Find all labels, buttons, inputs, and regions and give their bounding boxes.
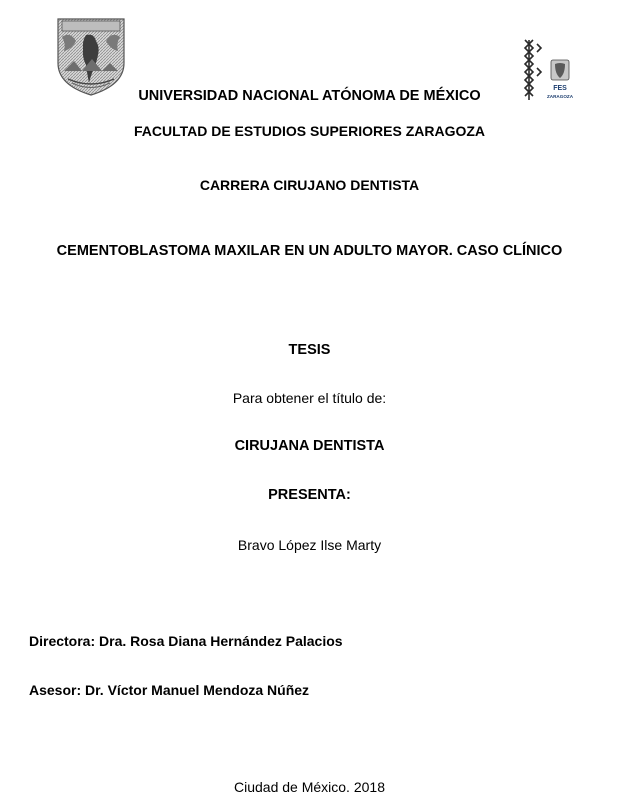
place-date: Ciudad de México. 2018 [234, 779, 385, 795]
thesis-title: CEMENTOBLASTOMA MAXILAR EN UN ADULTO MAYOR. CASO CLÍNICO [56, 243, 563, 259]
career-name: CARRERA CIRUJANO DENTISTA [199, 177, 420, 193]
fes-text: FES [553, 85, 567, 92]
degree-name: CIRUJANA DENTISTA [234, 438, 385, 454]
thesis-type: TESIS [288, 342, 331, 358]
university-name: UNIVERSIDAD NACIONAL ATÓNOMA DE MÉXICO [138, 88, 481, 104]
presents-label: PRESENTA: [268, 487, 351, 503]
author-name: Bravo López Ilse Marty [237, 537, 382, 553]
zaragoza-text: ZARAGOZA [546, 94, 574, 99]
purpose-text: Para obtener el título de: [232, 390, 387, 406]
faculty-name: FACULTAD DE ESTUDIOS SUPERIORES ZARAGOZA [133, 123, 486, 139]
unam-crest-logo [52, 13, 130, 97]
director-line: Directora: Dra. Rosa Diana Hernández Palacios [29, 633, 343, 649]
advisor-line: Asesor: Dr. Víctor Manuel Mendoza Núñez [29, 682, 310, 698]
